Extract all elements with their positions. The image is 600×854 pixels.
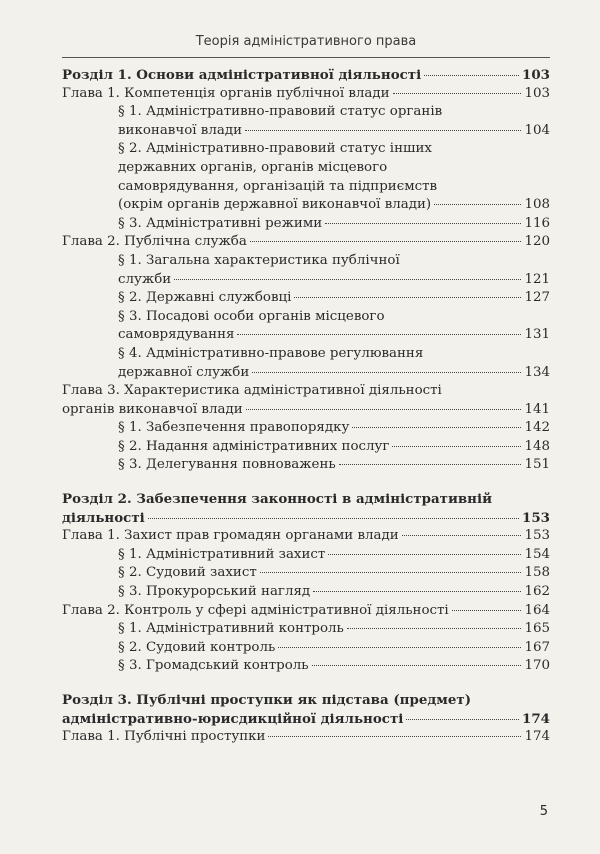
- section-heading: [62, 66, 550, 85]
- entry-page-number: 121: [524, 271, 550, 287]
- paragraph-entry: [62, 419, 550, 438]
- toc-section: [62, 490, 550, 676]
- entry-text: самоврядування: [118, 327, 235, 343]
- dot-leader: [339, 464, 522, 465]
- dot-leader: [174, 279, 521, 280]
- paragraph-entry: [62, 252, 550, 289]
- page-number: 5: [539, 804, 548, 819]
- paragraph-entry: [62, 215, 550, 234]
- dot-leader: [434, 204, 521, 205]
- dot-leader: [424, 75, 519, 76]
- entry-page-number: 108: [524, 197, 550, 213]
- entry-text: виконавчої влади: [118, 122, 242, 138]
- dot-leader: [328, 554, 521, 555]
- entry-text: Глава 3. Характеристика адміністративної діяльності: [62, 383, 442, 399]
- entry-text: § 3. Делегування повноважень: [118, 457, 336, 473]
- dot-leader: [278, 647, 521, 648]
- paragraph-entry: [62, 620, 550, 639]
- entry-text: державних органів, органів місцевого: [118, 159, 388, 175]
- paragraph-entry: [62, 438, 550, 457]
- dot-leader: [250, 241, 522, 242]
- paragraph-entry: [62, 564, 550, 583]
- chapter-entry: [62, 85, 550, 104]
- entry-text: Глава 1. Компетенція органів публічної влади: [62, 85, 390, 101]
- chapter-entry: [62, 728, 550, 747]
- section-heading: [62, 691, 550, 728]
- entry-text: самоврядування, організацій та підприємств: [118, 178, 438, 194]
- dot-leader: [452, 610, 522, 611]
- entry-text: адміністративно-юрисдикційної діяльності: [62, 710, 404, 727]
- entry-text: § 3. Посадові особи органів місцевого: [118, 308, 385, 324]
- entry-text: § 2. Державні службовці: [118, 290, 292, 306]
- entry-text: § 1. Адміністративний контроль: [118, 621, 344, 637]
- entry-text: Глава 2. Публічна служба: [62, 234, 247, 250]
- entry-text: Розділ 3. Публічні проступки як підстава (предмет): [62, 692, 472, 708]
- entry-text: § 3. Прокурорський нагляд: [118, 584, 311, 600]
- dot-leader: [312, 665, 522, 666]
- entry-page-number: 134: [524, 364, 550, 380]
- entry-text: § 3. Громадський контроль: [118, 658, 309, 674]
- dot-leader: [294, 297, 521, 298]
- entry-page-number: 142: [524, 420, 550, 436]
- entry-page-number: 170: [524, 658, 550, 674]
- entry-text: § 2. Надання адміністративних послуг: [118, 438, 390, 454]
- dot-leader: [148, 518, 519, 519]
- entry-page-number: 131: [524, 327, 550, 343]
- entry-page-number: 120: [524, 234, 550, 250]
- entry-text: (окрім органів державної виконавчої влади): [118, 197, 432, 213]
- entry-text: державної служби: [118, 364, 250, 380]
- entry-text: діяльності: [62, 509, 145, 526]
- entry-page-number: 148: [524, 438, 550, 454]
- paragraph-entry: [62, 657, 550, 676]
- entry-text: § 1. Загальна характеристика публічної: [118, 252, 400, 268]
- entry-text: § 4. Адміністративно-правове регулювання: [118, 345, 424, 361]
- entry-text: Глава 1. Захист прав громадян органами влади: [62, 528, 399, 544]
- entry-page-number: 162: [524, 584, 550, 600]
- chapter-entry: [62, 382, 550, 419]
- dot-leader: [392, 446, 521, 447]
- entry-text: органів виконавчої влади: [62, 401, 243, 417]
- toc-section: [62, 66, 550, 475]
- paragraph-entry: [62, 583, 550, 602]
- paragraph-entry: [62, 639, 550, 658]
- chapter-entry: [62, 602, 550, 621]
- entry-page-number: 167: [524, 639, 550, 655]
- table-of-contents: [62, 66, 550, 747]
- running-head: Теорія адміністративного права: [195, 34, 417, 49]
- entry-text: Глава 2. Контроль у сфері адміністративної діяльності: [62, 602, 449, 618]
- dot-leader: [347, 628, 522, 629]
- dot-leader: [252, 372, 521, 373]
- entry-page-number: 104: [524, 122, 550, 138]
- paragraph-entry: [62, 308, 550, 345]
- dot-leader: [237, 334, 521, 335]
- dot-leader: [406, 719, 519, 720]
- entry-page-number: 103: [522, 67, 550, 83]
- dot-leader: [313, 591, 521, 592]
- paragraph-entry: [62, 546, 550, 565]
- entry-text: § 1. Адміністративний захист: [118, 546, 326, 562]
- section-gap: [62, 676, 550, 691]
- entry-page-number: 127: [524, 290, 550, 306]
- entry-page-number: 116: [524, 215, 550, 231]
- paragraph-entry: [62, 140, 550, 214]
- dot-leader: [245, 130, 521, 131]
- entry-text: Глава 1. Публічні проступки: [62, 729, 266, 745]
- entry-text: § 1. Адміністративно-правовий статус органів: [118, 104, 443, 120]
- chapter-entry: [62, 527, 550, 546]
- toc-section: [62, 691, 550, 747]
- entry-text: Розділ 2. Забезпечення законності в адміністративній: [62, 491, 493, 508]
- dot-leader: [352, 427, 521, 428]
- entry-text: § 1. Забезпечення правопорядку: [118, 420, 350, 436]
- entry-text: § 2. Адміністративно-правовий статус інших: [118, 141, 432, 157]
- header-rule: [62, 57, 550, 58]
- section-heading: [62, 490, 550, 527]
- entry-page-number: 141: [524, 401, 550, 417]
- entry-text: Розділ 1. Основи адміністративної діяльності: [62, 67, 422, 83]
- chapter-entry: [62, 233, 550, 252]
- paragraph-entry: [62, 103, 550, 140]
- paragraph-entry: [62, 289, 550, 308]
- entry-page-number: 165: [524, 621, 550, 637]
- entry-text: § 2. Судовий захист: [118, 565, 257, 581]
- entry-page-number: 174: [522, 710, 550, 727]
- dot-leader: [393, 93, 522, 94]
- entry-page-number: 174: [524, 729, 550, 745]
- dot-leader: [325, 223, 521, 224]
- dot-leader: [260, 572, 522, 573]
- entry-text: § 3. Адміністративні режими: [118, 215, 323, 231]
- entry-page-number: 103: [524, 85, 550, 101]
- entry-text: служби: [118, 271, 172, 287]
- entry-text: § 2. Судовий контроль: [118, 639, 276, 655]
- entry-page-number: 164: [524, 602, 550, 618]
- dot-leader: [268, 736, 521, 737]
- entry-page-number: 153: [522, 509, 550, 526]
- entry-page-number: 153: [524, 528, 550, 544]
- entry-page-number: 151: [524, 457, 550, 473]
- section-gap: [62, 475, 550, 490]
- paragraph-entry: [62, 456, 550, 475]
- dot-leader: [402, 535, 522, 536]
- dot-leader: [246, 409, 522, 410]
- entry-page-number: 158: [524, 565, 550, 581]
- entry-page-number: 154: [524, 546, 550, 562]
- paragraph-entry: [62, 345, 550, 382]
